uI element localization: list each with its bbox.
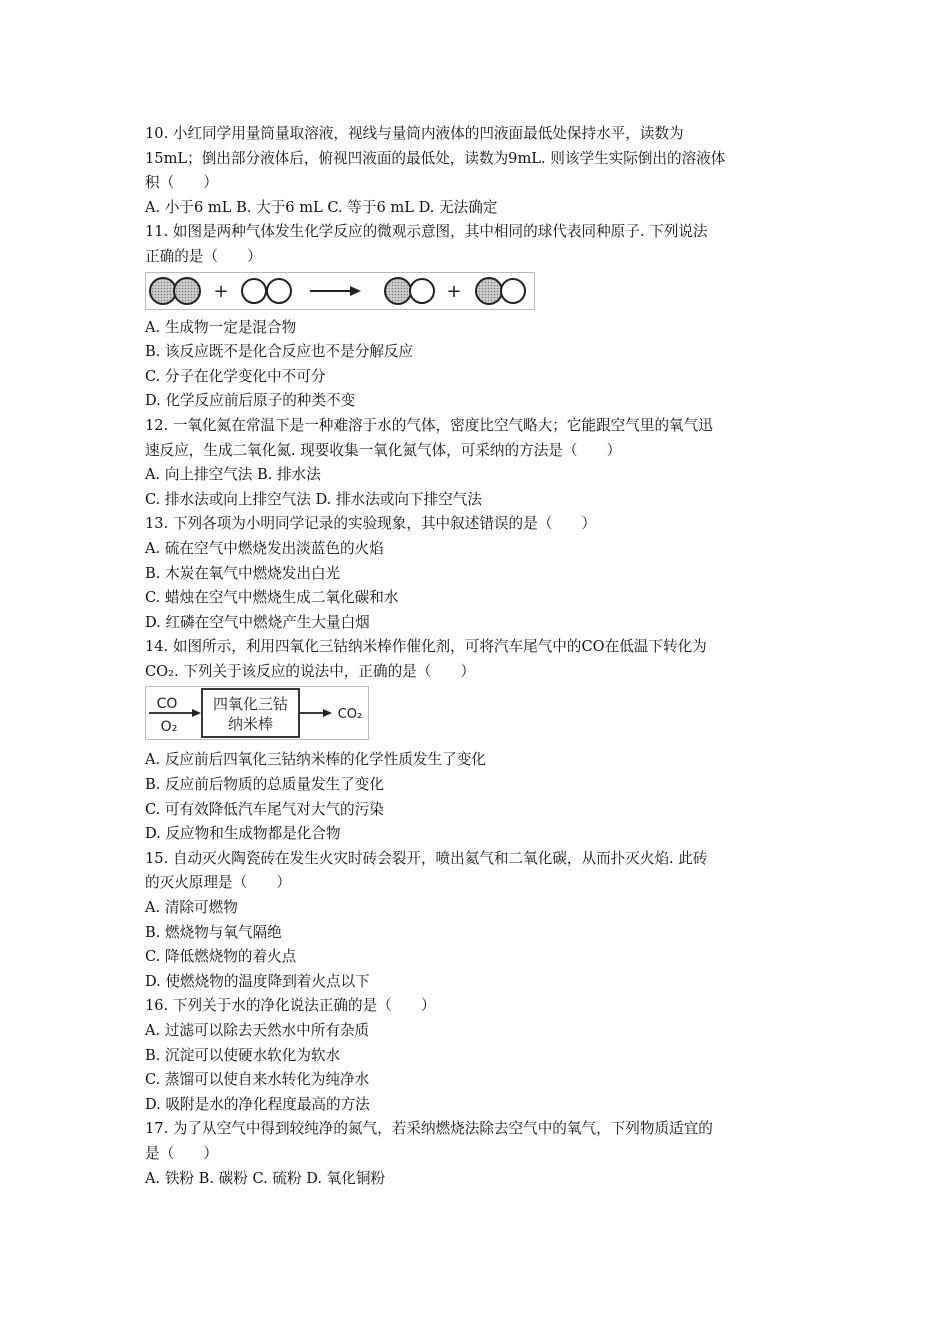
answer-options: A. 向上排空气法 B. 排水法	[145, 466, 321, 484]
answer-option: D. 反应物和生成物都是化合物	[145, 825, 341, 843]
answer-option: D. 化学反应前后原子的种类不变	[145, 392, 356, 410]
question-16	[145, 994, 810, 1117]
question-stem: 11. 如图是两种气体发生化学反应的微观示意图，其中相同的球代表同种原子. 下列说法	[145, 223, 708, 241]
shaded-atom	[385, 278, 411, 304]
plus-sign: +	[446, 280, 462, 302]
input-o2-label: O₂	[160, 719, 178, 736]
question-stem: CO₂. 下列关于该反应的说法中，正确的是（ ）	[145, 662, 476, 680]
question-15	[145, 847, 810, 995]
question-stem: 15. 自动灭火陶瓷砖在发生火灾时砖会裂开，喷出氦气和二氧化碳，从而扑灭火焰. 此砖	[145, 849, 708, 867]
question-13	[145, 512, 810, 635]
answer-option: C. 降低燃烧物的着火点	[145, 948, 297, 966]
question-stem: 积（ ）	[145, 174, 218, 192]
white-atom	[267, 279, 291, 303]
question-11	[145, 220, 810, 414]
shaded-atom	[174, 278, 200, 304]
question-10	[145, 122, 810, 220]
answer-option: A. 反应前后四氧化三钴纳米棒的化学性质发生了变化	[145, 751, 486, 769]
answer-option: D. 吸附是水的净化程度最高的方法	[145, 1095, 370, 1113]
answer-option: A. 过滤可以除去天然水中所有杂质	[145, 1022, 370, 1039]
answer-option: C. 分子在化学变化中不可分	[145, 367, 326, 385]
question-stem: 10. 小红同学用量筒量取溶液，视线与量筒内液体的凹液面最低处保持水平，读数为	[145, 125, 684, 142]
answer-option: C. 蒸馏可以使自来水转化为纯净水	[145, 1071, 370, 1089]
question-stem: 16. 下列关于水的净化说法正确的是（ ）	[145, 997, 436, 1015]
question-stem: 17. 为了从空气中得到较纯净的氮气，若采纳燃烧法除去空气中的氧气，下列物质适宜的	[145, 1120, 713, 1138]
white-atom	[242, 279, 266, 303]
question-stem: 14. 如图所示，利用四氧化三钴纳米棒作催化剂，可将汽车尾气中的CO在低温下转化为	[145, 638, 707, 656]
question-stem: 13. 下列各项为小明同学记录的实验现象，其中叙述错误的是（ ）	[145, 515, 597, 533]
question-12	[145, 414, 810, 512]
question-17	[145, 1117, 810, 1191]
answer-option: A. 清除可燃物	[145, 899, 238, 917]
question-stem: 速反应，生成二氧化氮. 现要收集一氧化氮气体，可采纳的方法是（ ）	[145, 441, 622, 459]
answer-option: B. 该反应既不是化合反应也不是分解反应	[145, 343, 414, 361]
answer-options: C. 排水法或向上排空气法 D. 排水法或向下排空气法	[145, 490, 482, 508]
catalyst-diagram	[145, 686, 371, 742]
answer-option: A. 硫在空气中燃烧发出淡蓝色的火焰	[145, 539, 384, 557]
answer-option: C. 蜡烛在空气中燃烧生成二氧化碳和水	[145, 589, 399, 607]
answer-option: B. 沉淀可以使硬水软化为软水	[145, 1046, 341, 1064]
answer-option: D. 使燃烧物的温度降到着火点以下	[145, 972, 370, 990]
question-14	[145, 635, 810, 847]
answer-option: A. 生成物一定是混合物	[145, 318, 297, 336]
question-stem: 是（ ）	[145, 1144, 218, 1162]
white-atom	[501, 279, 525, 303]
white-atom	[410, 279, 434, 303]
answer-option: B. 木炭在氧气中燃烧发出白光	[145, 564, 341, 582]
question-stem: 正确的是（ ）	[145, 247, 262, 265]
catalyst-label-line1: 四氧化三钴	[212, 695, 289, 714]
answer-option: B. 反应前后物质的总质量发生了变化	[145, 776, 384, 794]
question-stem: 12. 一氧化氮在常温下是一种难溶于水的气体，密度比空气略大；它能跟空气里的氧气迅	[145, 416, 713, 434]
answer-option: D. 红磷在空气中燃烧产生大量白烟	[145, 613, 370, 631]
shaded-atom	[150, 278, 176, 304]
shaded-atom	[476, 278, 502, 304]
answer-options: A. 铁粉 B. 碳粉 C. 硫粉 D. 氧化铜粉	[145, 1169, 386, 1187]
question-stem: 的灭火原理是（ ）	[145, 874, 291, 892]
catalyst-label-line2: 纳米棒	[227, 715, 274, 734]
answer-option: C. 可有效降低汽车尾气对大气的污染	[145, 800, 384, 818]
molecule-reaction-diagram	[145, 272, 537, 312]
question-stem: 15mL；倒出部分液体后，俯视凹液面的最低处，读数为9mL. 则该学生实际倒出的溶液体	[145, 149, 726, 167]
plus-sign: +	[213, 280, 229, 302]
exam-page	[145, 122, 810, 1191]
input-co-label: CO	[156, 696, 178, 713]
answer-options: A. 小于6 mL B. 大于6 mL C. 等于6 mL D. 无法确定	[145, 198, 498, 216]
output-co2-label: CO₂	[337, 707, 363, 723]
answer-option: B. 燃烧物与氧气隔绝	[145, 923, 282, 941]
